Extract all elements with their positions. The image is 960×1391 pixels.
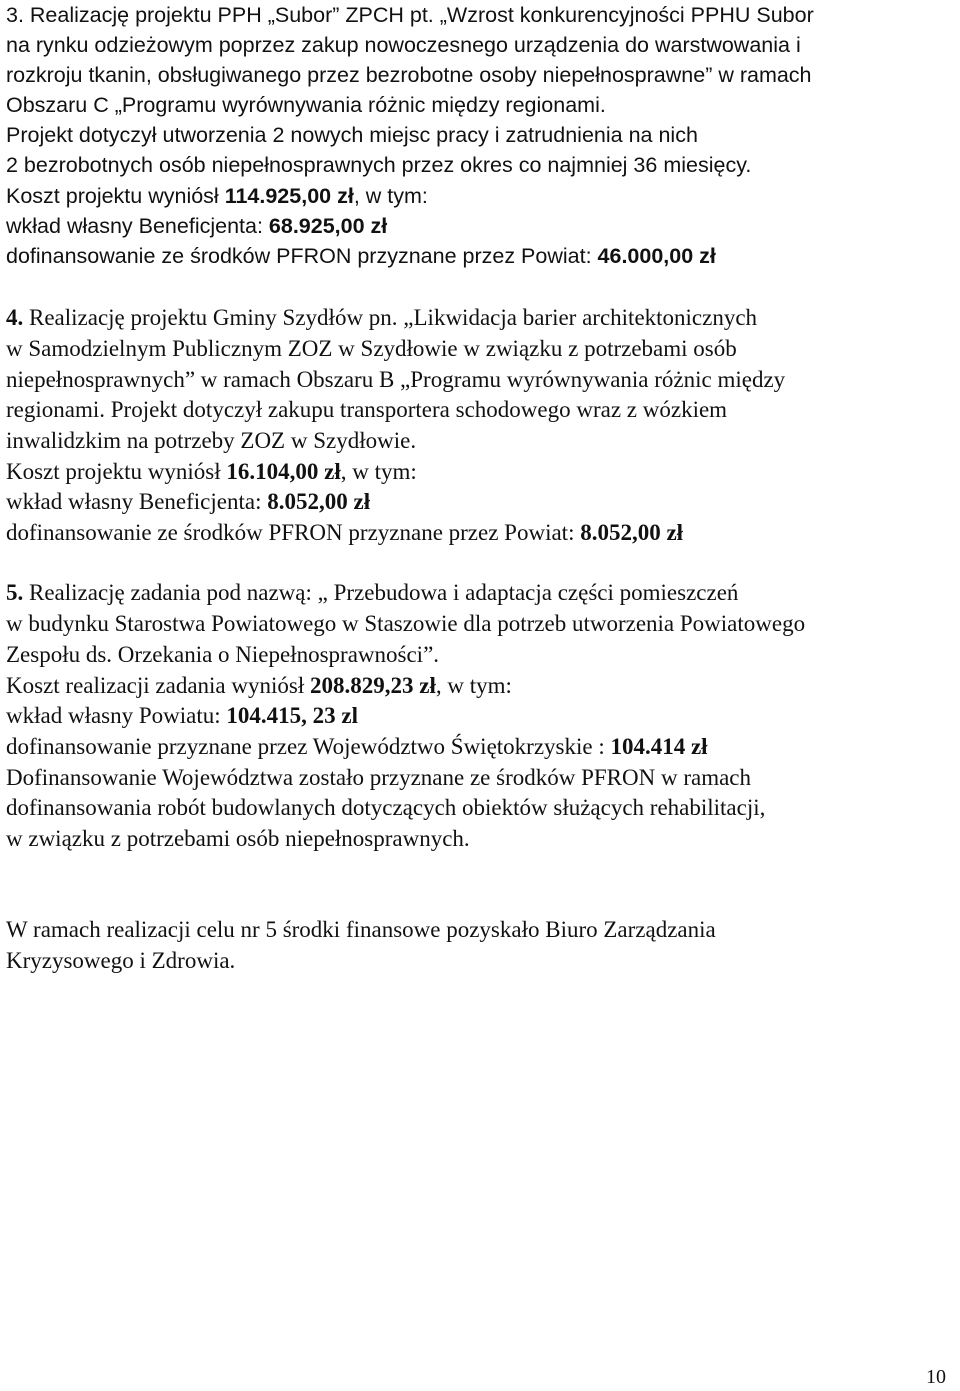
section-3-cost <box>6 181 428 211</box>
woj-label: dofinansowanie przyznane przez Województwo Świętokrzyskie : <box>6 734 611 759</box>
section-4-line: niepełnosprawnych” w ramach Obszaru B „Programu wyrównywania różnic między <box>6 367 786 392</box>
section-3-pfron-funding <box>6 241 716 271</box>
section-5-note-line: dofinansowania robót budowlanych dotyczących obiektów służących rehabilitacji, <box>6 795 766 820</box>
section-4-cost <box>6 457 417 487</box>
own-label: wkład własny Beneficjenta: <box>6 489 268 514</box>
section-3-line: Obszaru C „Programu wyrównywania różnic między regionami. <box>6 93 606 117</box>
section-number: 4. <box>6 305 24 330</box>
closing-line: Kryzysowego i Zdrowia. <box>6 948 236 973</box>
section-4-line: w Samodzielnym Publicznym ZOZ w Szydłowie w związku z potrzebami osób <box>6 336 737 361</box>
cost-label: Koszt projektu wyniósł <box>6 184 225 208</box>
closing-line: W ramach realizacji celu nr 5 środki finansowe pozyskało Biuro Zarządzania <box>6 917 716 942</box>
pfron-label: dofinansowanie ze środków PFRON przyznane przez Powiat: <box>6 520 581 545</box>
section-3-line: 2 bezrobotnych osób niepełnosprawnych przez okres co najmniej 36 miesięcy. <box>6 153 752 177</box>
section-4-line: inwalidzkim na potrzeby ZOZ w Szydłowie. <box>6 428 417 453</box>
own-label: wkład własny Beneficjenta: <box>6 214 269 238</box>
own-value: 68.925,00 zł <box>268 214 388 238</box>
section-5-own-contribution <box>6 701 358 731</box>
section-5-voivodeship-funding <box>6 732 708 762</box>
section-4-pfron-funding <box>6 518 683 548</box>
pfron-value: 46.000,00 zł <box>597 244 716 268</box>
own-value: 104.415, 23 zl <box>226 703 359 728</box>
page-number: 10 <box>926 1366 946 1388</box>
section-3-line: Projekt dotyczył utworzenia 2 nowych miejsc pracy i zatrudnienia na nich <box>6 123 698 147</box>
section-4-line: 4. Realizację projektu Gminy Szydłów pn. „Likwidacja barier architektonicznych <box>6 305 758 330</box>
cost-suffix: , w tym: <box>340 459 417 484</box>
cost-label: Koszt projektu wyniósł <box>6 459 227 484</box>
own-label: wkład własny Powiatu: <box>6 703 227 728</box>
section-3-line: na rynku odzieżowym poprzez zakup nowoczesnego urządzenia do warstwowania i <box>6 33 801 57</box>
cost-suffix: , w tym: <box>353 184 428 208</box>
section-5-line: 5. Realizację zadania pod nazwą: „ Przebudowa i adaptacja części pomieszczeń <box>6 580 739 605</box>
section-5-note-line: Dofinansowanie Województwa zostało przyznane ze środków PFRON w ramach <box>6 765 752 790</box>
woj-value: 104.414 zł <box>610 734 708 759</box>
section-4-own-contribution <box>6 487 370 517</box>
cost-suffix: , w tym: <box>435 673 512 698</box>
section-5-line: Zespołu ds. Orzekania o Niepełnosprawności”. <box>6 642 440 667</box>
pfron-label: dofinansowanie ze środków PFRON przyznane przez Powiat: <box>6 244 598 268</box>
section-number: 5. <box>6 580 24 605</box>
section-3-own-contribution <box>6 211 387 241</box>
cost-value: 208.829,23 zł <box>310 673 436 698</box>
cost-value: 114.925,00 zł <box>224 184 354 208</box>
cost-value: 16.104,00 zł <box>226 459 341 484</box>
own-value: 8.052,00 zł <box>267 489 371 514</box>
cost-label: Koszt realizacji zadania wyniósł <box>6 673 310 698</box>
section-5-note-line: w związku z potrzebami osób niepełnosprawnych. <box>6 826 470 851</box>
section-5-cost <box>6 671 512 701</box>
section-5-line: w budynku Starostwa Powiatowego w Staszowie dla potrzeb utworzenia Powiatowego <box>6 611 806 636</box>
section-3-line: rozkroju tkanin, obsługiwanego przez bezrobotne osoby niepełnosprawne” w ramach <box>6 63 812 87</box>
section-4-line: regionami. Projekt dotyczył zakupu transportera schodowego wraz z wózkiem <box>6 397 728 422</box>
section-3-line: 3. Realizację projektu PPH „Subor” ZPCH pt. „Wzrost konkurencyjności PPHU Subor <box>6 3 814 27</box>
pfron-value: 8.052,00 zł <box>580 520 684 545</box>
